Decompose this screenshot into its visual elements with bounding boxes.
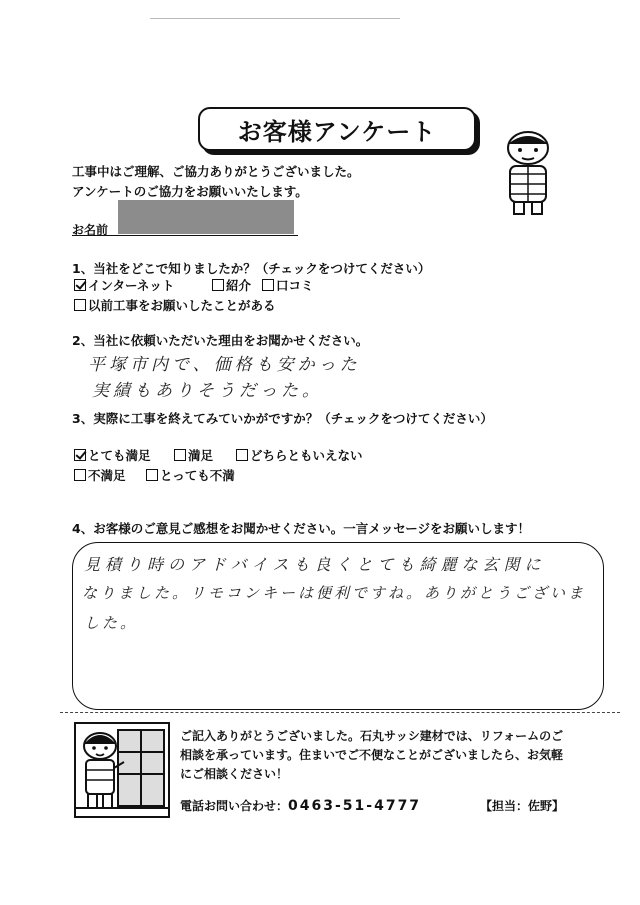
question-2: 2、当社に依頼いただいた理由をお聞かせください。 (72, 333, 369, 348)
option-label: 紹介 (226, 278, 252, 293)
q3-option-neutral[interactable] (236, 446, 363, 464)
top-rule (150, 18, 400, 19)
q3-option-dissatisfied[interactable] (74, 466, 126, 484)
option-label: 口コミ (276, 278, 314, 293)
q4-answer-line-3: した。 (84, 614, 139, 632)
mascot-illustration (498, 130, 558, 218)
checkbox[interactable] (212, 279, 224, 291)
contact-label: 電話お問い合わせ： (180, 799, 289, 813)
option-label: インターネット (88, 278, 175, 293)
checkbox-checked[interactable] (74, 449, 86, 461)
intro-line-2: アンケートのご協力をお願いいたします。 (72, 184, 308, 199)
q3-option-satisfied[interactable] (174, 446, 213, 464)
checkbox[interactable] (74, 299, 86, 311)
q1-option-internet[interactable] (74, 276, 174, 294)
contact-row (180, 797, 421, 814)
checkbox[interactable] (262, 279, 274, 291)
name-label: お名前 (72, 223, 109, 237)
question-4: 4、お客様のご意見ご感想をお聞かせください。一言メッセージをお願いします！ (72, 521, 530, 536)
option-label: とっても不満 (160, 468, 235, 483)
q2-answer-line-1: 平塚市内で、価格も安かった (88, 355, 361, 375)
q4-answer-line-1: 見積り時のアドバイスも良くとても綺麗な玄関に (84, 555, 546, 574)
question-3: 3、実際に工事を終えてみていかがですか？（チェックをつけてください） (72, 411, 493, 426)
footer-line-2: 相談を承っています。住まいでご不便なことがございましたら、お気軽 (180, 748, 564, 762)
checkbox[interactable] (146, 469, 158, 481)
name-redaction (118, 200, 294, 234)
intro-line-1: 工事中はご理解、ご協力ありがとうございました。 (72, 164, 360, 179)
q2-answer-line-2: 実績もありそうだった。 (92, 381, 323, 401)
option-label: どちらともいえない (250, 448, 363, 463)
question-1: 1、当社をどこで知りましたか？（チェックをつけてください） (72, 261, 431, 276)
staff-label: 【担当：佐野】 (480, 799, 565, 813)
q3-option-very-satisfied[interactable] (74, 446, 151, 464)
staff-illustration (74, 722, 170, 818)
name-underline (72, 235, 298, 236)
option-label: 満足 (188, 448, 214, 463)
option-label: 以前工事をお願いしたことがある (88, 298, 276, 313)
footer-divider (60, 712, 620, 713)
footer-line-1: ご記入ありがとうございました。石丸サッシ建材では、リフォームのご (180, 729, 564, 743)
phone-number[interactable]: 0463-51-4777 (288, 798, 422, 814)
checkbox[interactable] (74, 469, 86, 481)
option-label: とても満足 (88, 448, 151, 463)
q3-option-very-dissatisfied[interactable] (146, 466, 235, 484)
q4-answer-line-2: なりました。リモコンキーは便利ですね。ありがとうございま (82, 584, 587, 602)
checkbox-checked[interactable] (74, 279, 86, 291)
footer-line-3: にご相談ください！ (180, 767, 289, 781)
q1-option-previous-customer[interactable] (74, 296, 276, 314)
checkbox[interactable] (174, 449, 186, 461)
page-title: お客様アンケート (198, 107, 476, 151)
option-label: 不満足 (88, 468, 126, 483)
checkbox[interactable] (236, 449, 248, 461)
q1-option-referral[interactable] (212, 276, 251, 294)
q1-option-word-of-mouth[interactable] (262, 276, 314, 294)
